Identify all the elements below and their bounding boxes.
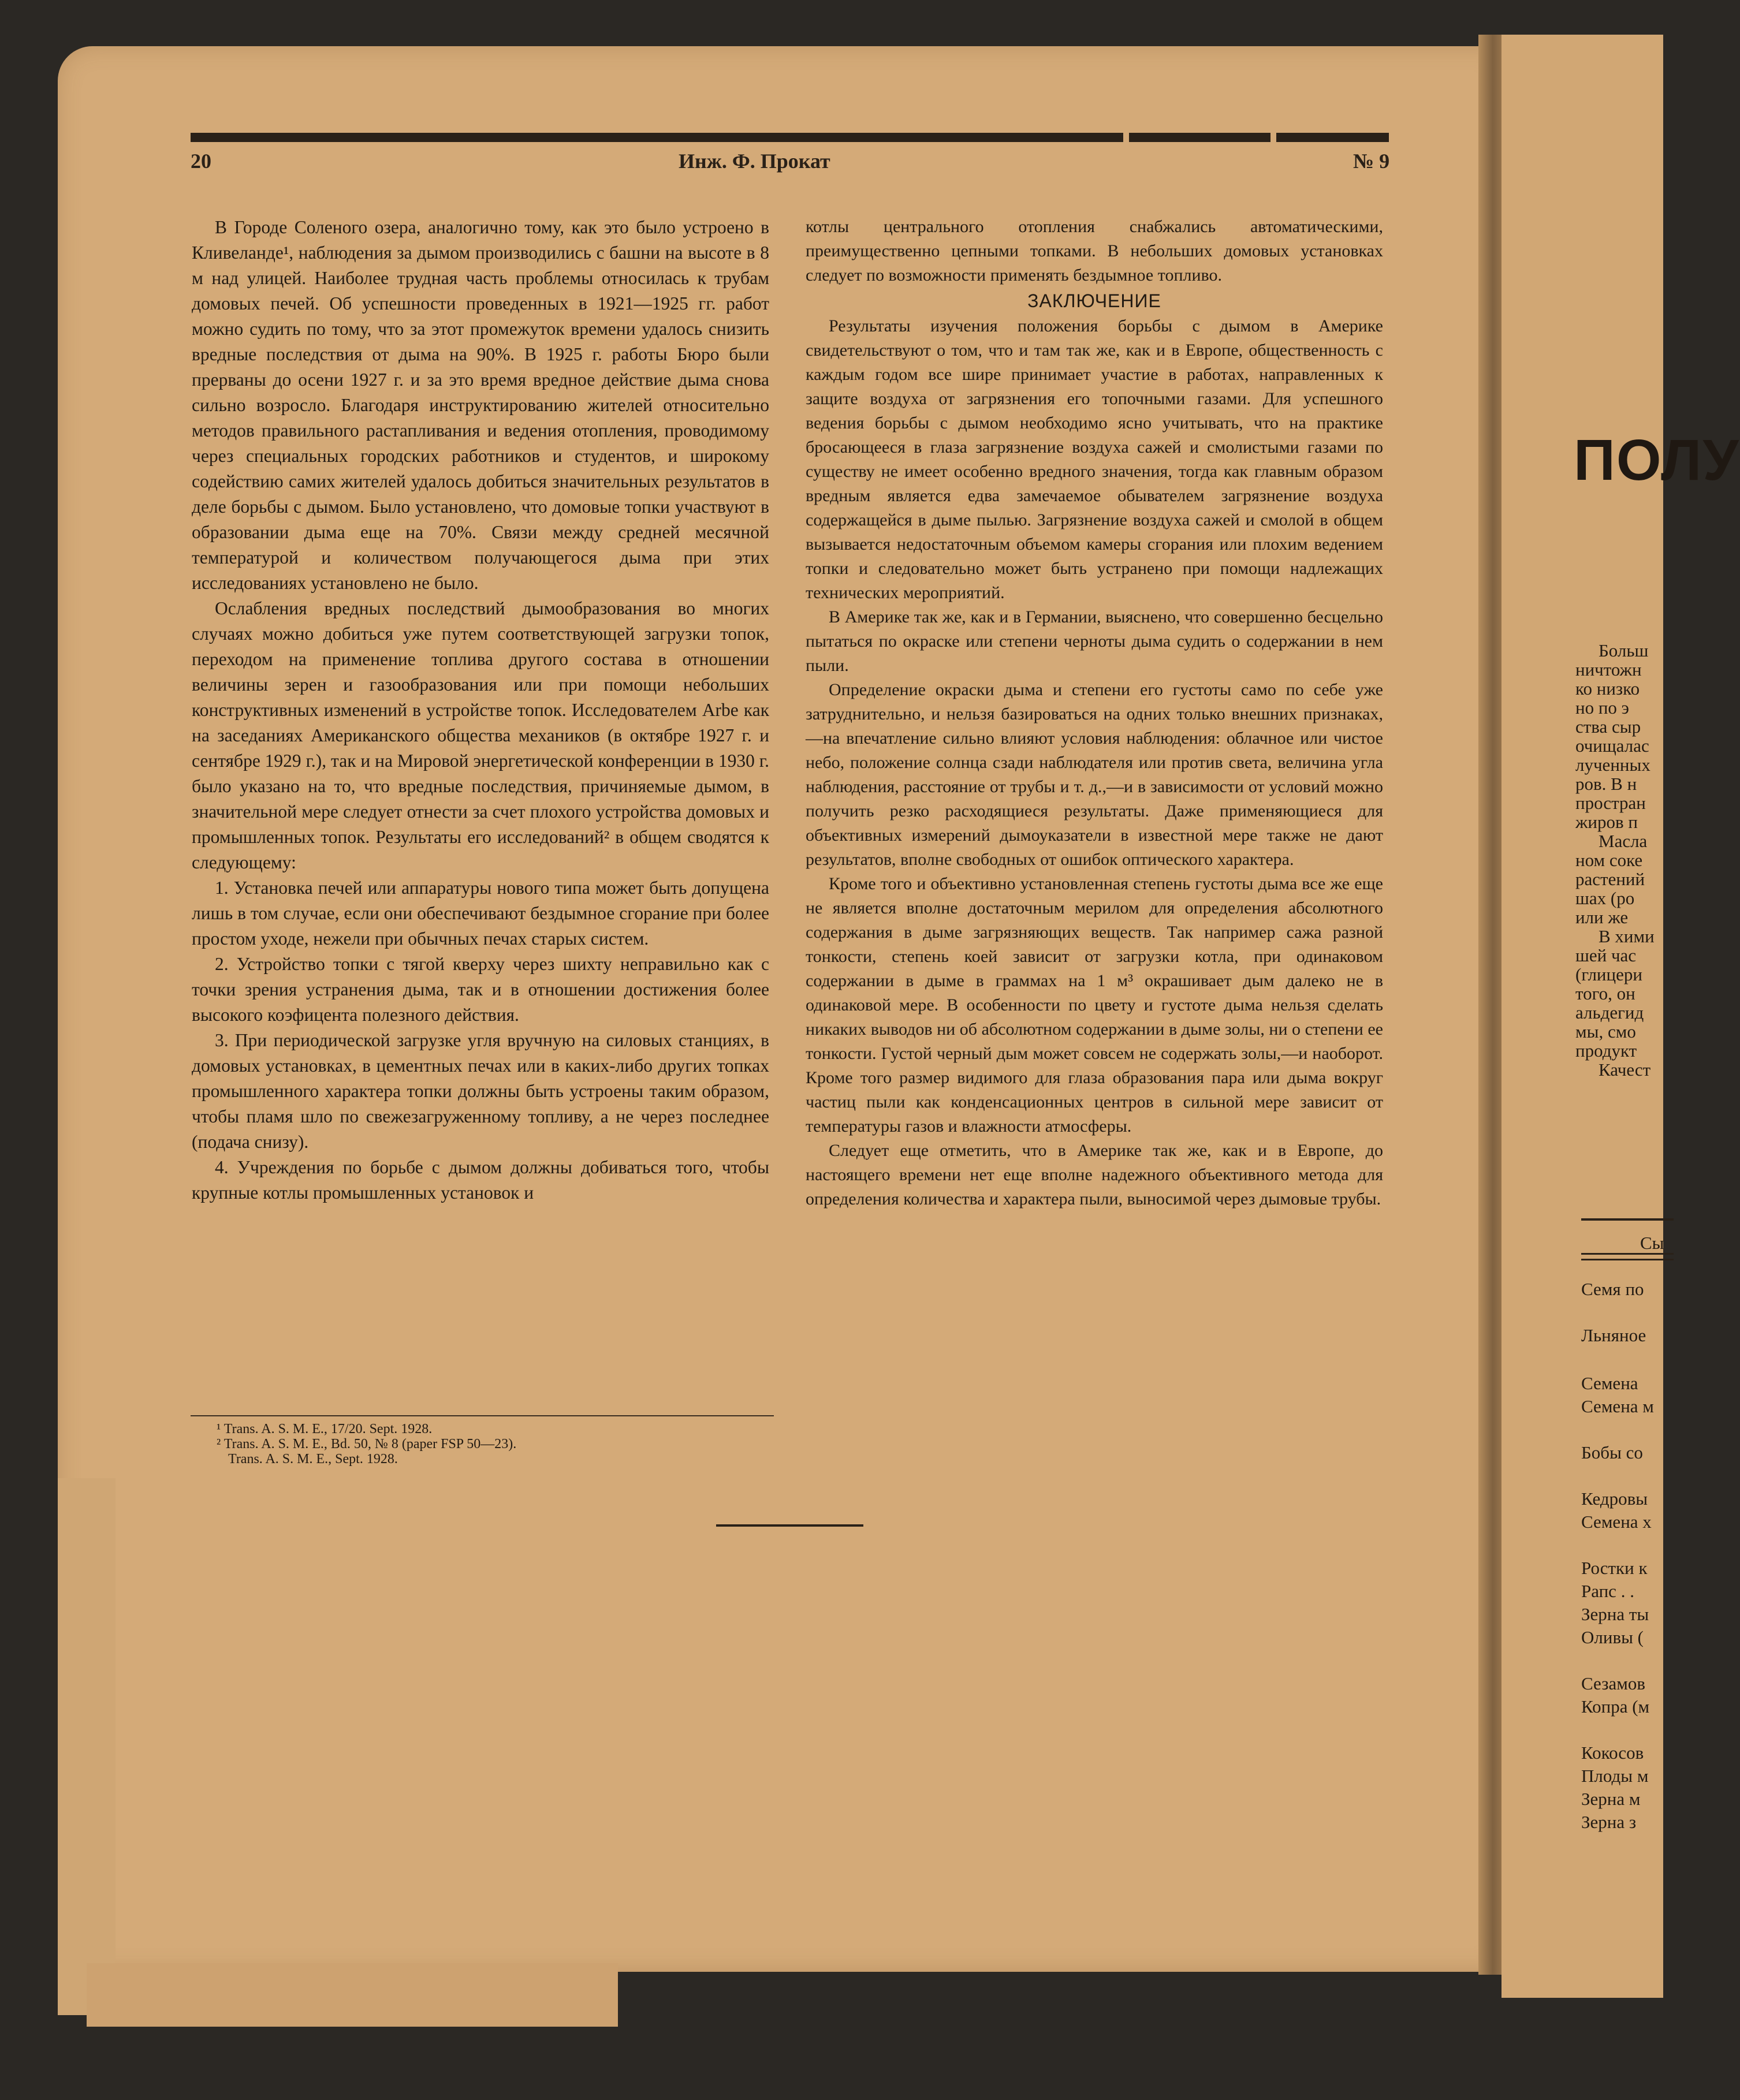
table-rule [1581, 1218, 1674, 1221]
issue-number: № 9 [1353, 150, 1390, 173]
header-rule [191, 133, 1123, 142]
header-rule [1276, 133, 1389, 142]
table-row: Зерна з [1581, 1812, 1637, 1832]
footnote: ¹ Trans. A. S. M. E., 17/20. Sept. 1928. [217, 1422, 433, 1437]
paragraph: 3. При периодической загрузке угля вручную на силовых станциях, в домовых установках, в цементных печах или в каких-либо других топках промышленного характера топки должны быть устроены таким образом, чтобы пламя шло по свежезагруженному топливу, а не через последнее (подача снизу). [192, 1030, 769, 1152]
paragraph: В Америке так же, как и в Германии, выяснено, что совершенно бесцельно пытаться по окраске или степени черноты дыма судить о содержании в нем пыли. [806, 607, 1383, 675]
table-row: Зерна м [1581, 1789, 1641, 1809]
paragraph: Следует еще отметить, что в Америке так же, как и в Европе, до настоящего времени нет еще вполне надежного объективного метода для определения количества и характера пыли, выносимой через дымовые трубы. [806, 1141, 1383, 1208]
table-row: Плоды м [1581, 1766, 1649, 1786]
paragraph: 4. Учреждения по борьбе с дымом должны добиваться того, чтобы крупные котлы промышленных установок и [192, 1157, 769, 1203]
table-row: Оливы ( [1581, 1627, 1644, 1647]
paragraph: 1. Установка печей или аппаратуры нового типа может быть допущена лишь в том случае, если они обеспечивают бездымное сгорание при более простом уходе, нежели при обычных печах старых систем. [192, 878, 769, 949]
table-header: Сы [1640, 1233, 1664, 1253]
table-row: Бобы со [1581, 1442, 1643, 1463]
next-page [1501, 35, 1740, 1998]
end-rule [716, 1524, 863, 1527]
paragraph: Кроме того и объективно установленная степень густоты дыма все же еще не является вполне достаточным мерилом для определения абсолютного содержания в дыме загрязняющих веществ. Так например сажа разной тонкости, степень коей зависит от загрузки котла, при одинаковом содержании в дыме в граммах на 1 м³ окрашивает дым далеко не в одинаковой мере. В особенности по цвету и густоте дыма нельзя сделать никаких выводов ни об абсолютном содержании в дыме золы, ни о степени ее тонкости. Густой черный дым может совсем не содержать золы,—и наоборот. Кроме того размер видимого для глаза образования пара или дыма вокруг частиц пыли как конденсационных центров в сильной мере зависит от температуры газов и влажности атмосферы. [806, 874, 1383, 1136]
next-page-title: ПОЛУ [1574, 428, 1740, 493]
table-rule [1581, 1259, 1674, 1260]
page-number: 20 [191, 150, 211, 173]
paragraph: котлы центрального отопления снабжались автоматическими, преимущественно цепными топками. В небольших домовых установках следует по возможности применять бездымное топливо. [806, 217, 1383, 285]
page-edge-bottom [87, 1963, 618, 2027]
table-row: Семена [1581, 1373, 1638, 1393]
paragraph: В Городе Соленого озера, аналогично тому, как это было устроено в Кливеланде¹, наблюдения за дымом производились с башни на высоте в 8 м над улицей. Наиболее трудная часть проблемы относилась к трубам домовых печей. Об успешности проведенных в 1921—1925 гг. работ можно судить по тому, что за этот промежуток времени удалось снизить вредные последствия от дыма на 90%. В 1925 г. работы Бюро были прерваны до осени 1927 г. и за это время вредное действие дыма снова сильно возросло. Благодаря инструктированию жителей относительно методов правильного растапливания и ведения отопления, проводимому через специальных городских работников и студентов, и широкому содействию самих жителей удалось добиться значительных результатов в деле борьбы с дымом. Было установлено, что домовые топки участвуют в образовании дыма еще на 70%. Связи между средней месячной температурой и количеством получающегося дыма при этих исследованиях установлено не было. [192, 217, 769, 593]
table-row: Семя по [1581, 1279, 1644, 1299]
table-row: Рапс . . [1581, 1581, 1634, 1601]
paragraph: Определение окраски дыма и степени его густоты само по себе уже затруднительно, и нельзя базироваться на одних только внешних признаках,—на впечатление сильно влияют условия наблюдения: облачное или чистое небо, положение солнца сзади наблюдателя или против света, величина угла наблюдения, расстояние от трубы и т. д.,—и в зависимости от условий можно получить резко расходящиеся результаты. Даже применяющиеся для объективных измерений дымоуказатели в известной мере также не дают результатов, вполне свободных от ошибок оптического характера. [806, 680, 1383, 869]
footnotes [217, 1422, 516, 1467]
page-edge [58, 1478, 115, 2015]
table-rule [1581, 1253, 1674, 1255]
table-row: Льняное [1581, 1325, 1646, 1345]
paragraph: 2. Устройство топки с тягой кверху через шихту неправильно как с точки зрения устранения дыма, так и в отношении достижения более высокого коэфицента полезного действия. [192, 954, 769, 1025]
paragraph: Результаты изучения положения борьбы с дымом в Америке свидетельствуют о том, что и там так же, как и в Европе, общественность с каждым годом все шире принимает участие в работах, направленных к защите воздуха от загрязнения его топочными газами. Для успешного ведения борьбы с дымом необходимо ясно учитывать, что на практике бросающееся в глаза загрязнение воздуха сажей и смолистыми газами по существу не имеет особенно вредного значения, тогда как главным образом вредным является едва замечаемое обывателем загрязнение воздуха содержащейся в дыме пылью. Загрязнение воздуха сажей и смолой в общем вызывается недостаточным объемом камеры сгорания или плохим ведением топки и следовательно может быть устранено при помощи надлежащих технических мероприятий. [806, 316, 1383, 602]
table-row: Семена х [1581, 1512, 1652, 1532]
table-row: Кедровы [1581, 1489, 1648, 1509]
footnote: ² Trans. A. S. M. E., Bd. 50, № 8 (paper FSP 50—23). [217, 1437, 517, 1452]
table-row: Кокосов [1581, 1743, 1644, 1763]
table-row: Семена м [1581, 1396, 1654, 1416]
footnote-rule [191, 1415, 774, 1416]
left-column [192, 215, 769, 1206]
table-row: Копра (м [1581, 1696, 1650, 1717]
running-head-author: Инж. Ф. Прокат [679, 150, 830, 173]
section-heading: ЗАКЛЮЧЕНИЕ [1027, 290, 1161, 311]
footnote: Trans. A. S. M. E., Sept. 1928. [228, 1452, 398, 1467]
header-rule [1129, 133, 1270, 142]
right-column [806, 215, 1383, 1211]
paragraph: Ослабления вредных последствий дымообразования во многих случаях можно добиться уже путем соответствующей загрузки топок, переходом на применение топлива другого состава в отношении величины зерен и газообразования или при помощи небольших конструктивных изменений в устройстве топок. Исследователем Arbe как на заседаниях Американского общества механиков (в октябре 1927 г. и сентябре 1929 г.), так и на Мировой энергетической конференции в 1930 г. было указано на то, что вредные последствия, причиняемые дымом, в значительной мере следует отнести за счет плохого устройства домовых и промышленных топок. Результаты его исследований² в общем сводятся к следующему: [192, 598, 769, 872]
table-row: Зерна ты [1581, 1604, 1649, 1624]
table-row: Ростки к [1581, 1558, 1648, 1578]
next-page-text: Больш ничтожн ко низко но по э ства сыр очищалас лученных ров. В н простран жиров п Масла ном соке растений шах (ро или же В хими шей час (глицери того, он альдегид мы, смо продукт Качест [1575, 640, 1655, 1080]
table-row: Сезамов [1581, 1673, 1645, 1694]
